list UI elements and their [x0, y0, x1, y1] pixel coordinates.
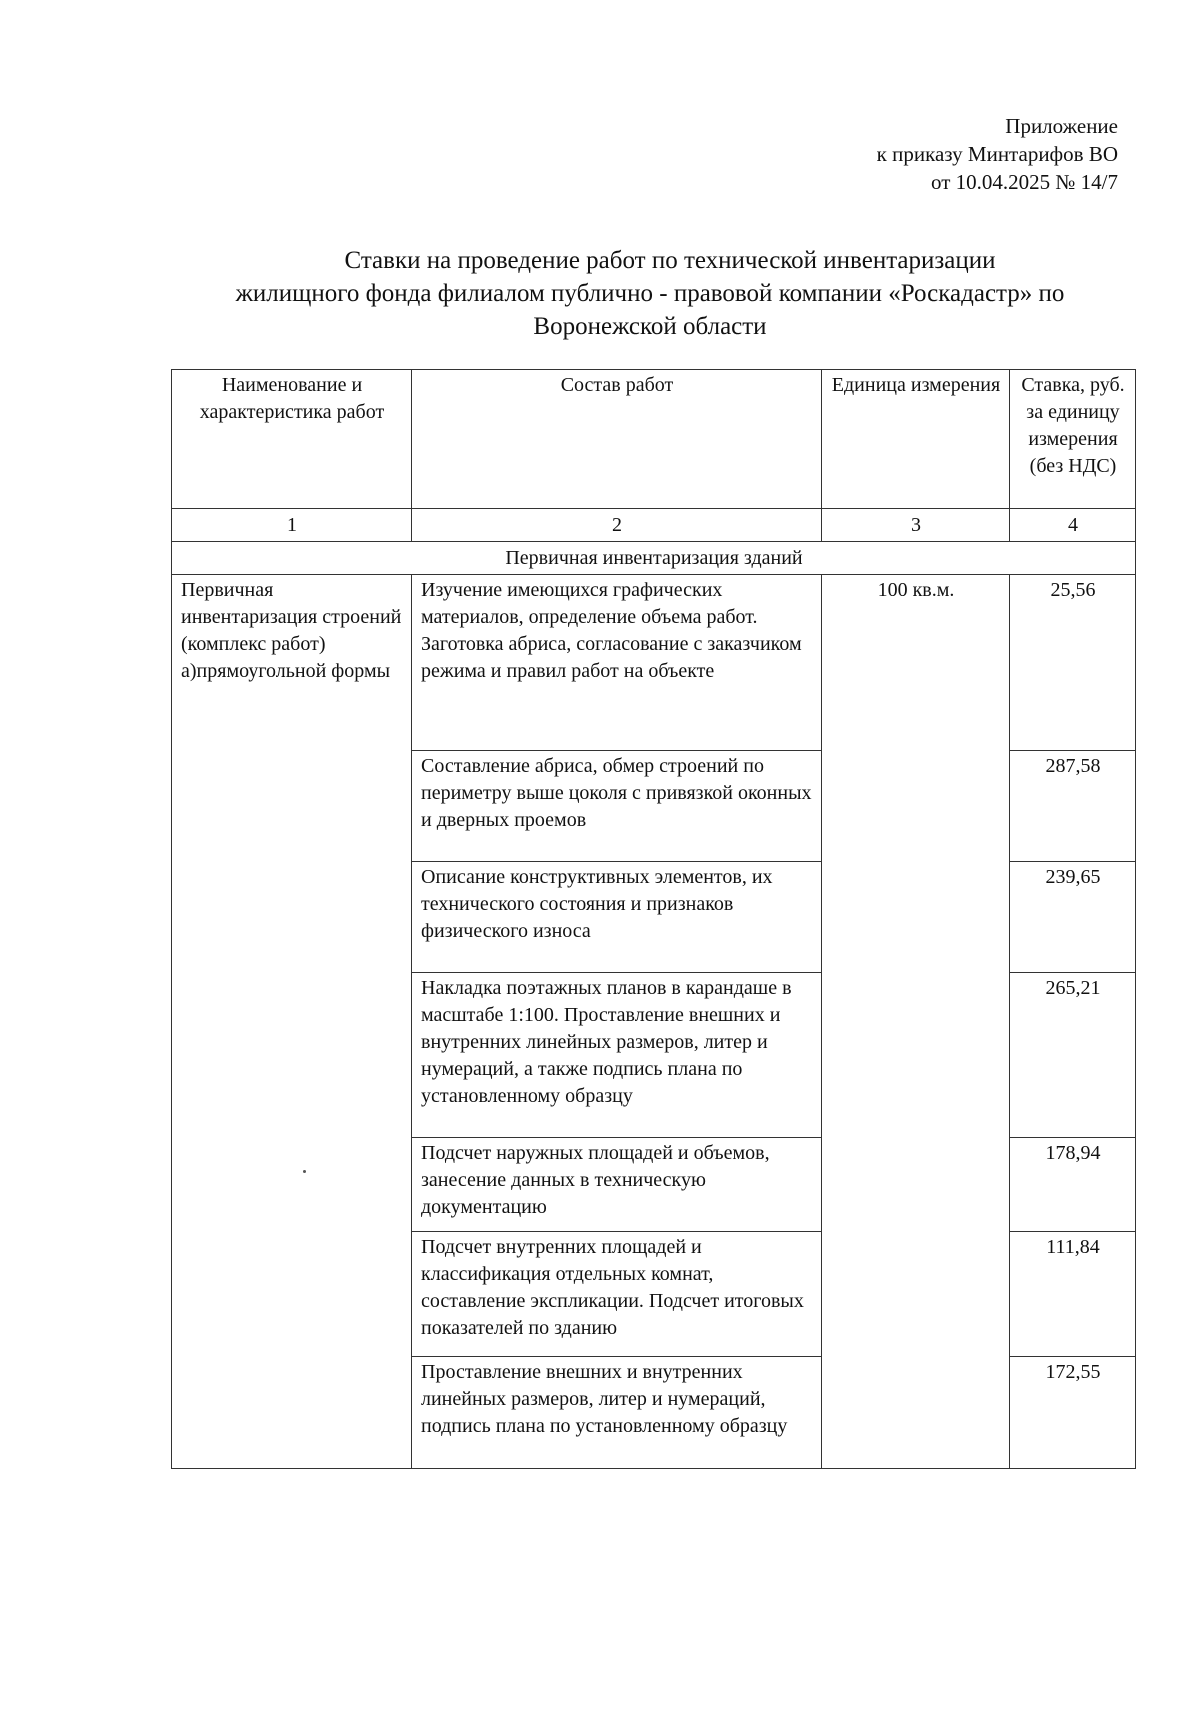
column-number-row [172, 509, 1136, 542]
title-line-3: Воронежской области [533, 313, 767, 340]
work-description: Накладка поэтажных планов в карандаше в масштабе 1:100. Проставление внешних и внутренних линейных размеров, литер и нумераций, а также подпись плана по установленному образцу [412, 973, 822, 1138]
group-name: Первичная инвентаризация строений (комплекс работ) а)прямоугольной формы [172, 575, 412, 1469]
work-description: Изучение имеющихся графических материалов, определение объема работ. Заготовка абриса, согласование с заказчиком режима и правил работ на объекте [412, 575, 822, 751]
column-number: 4 [1010, 509, 1136, 542]
rates-table [171, 369, 1136, 1469]
appendix-block [877, 112, 1118, 196]
work-description: Описание конструктивных элементов, их технического состояния и признаков физического износа [412, 862, 822, 973]
scan-speck [303, 1170, 306, 1173]
title-line-1: Ставки на проведение работ по технической инвентаризации [344, 247, 996, 274]
table-row [172, 575, 1136, 751]
rate-value: 287,58 [1010, 751, 1136, 862]
work-description: Подсчет наружных площадей и объемов, занесение данных в техническую документацию [412, 1138, 822, 1232]
title-line-2: жилищного фонда филиалом публично - правовой компании «Роскадастр» по [235, 280, 1065, 307]
rate-value: 172,55 [1010, 1357, 1136, 1469]
rate-value: 265,21 [1010, 973, 1136, 1138]
section-row [172, 542, 1136, 575]
appendix-label: Приложение [1005, 114, 1118, 138]
document-title [165, 244, 1135, 343]
column-number: 3 [822, 509, 1010, 542]
rate-value: 25,56 [1010, 575, 1136, 751]
header-rate: Ставка, руб. за единицу измерения (без НДС) [1010, 370, 1136, 509]
header-name: Наименование и характеристика работ [172, 370, 412, 509]
unit-cell: 100 кв.м. [822, 575, 1010, 1469]
work-description: Проставление внешних и внутренних линейных размеров, литер и нумераций, подпись плана по установленному образцу [412, 1357, 822, 1469]
header-unit: Единица измерения [822, 370, 1010, 509]
rate-value: 239,65 [1010, 862, 1136, 973]
appendix-date: от 10.04.2025 № 14/7 [930, 170, 1118, 194]
appendix-order: к приказу Минтарифов ВО [876, 142, 1118, 166]
header-row [172, 370, 1136, 509]
rate-value: 111,84 [1010, 1232, 1136, 1357]
work-description: Составление абриса, обмер строений по периметру выше цоколя с привязкой оконных и дверных проемов [412, 751, 822, 862]
section-title: Первичная инвентаризация зданий [172, 542, 1136, 575]
column-number: 1 [172, 509, 412, 542]
work-description: Подсчет внутренних площадей и классификация отдельных комнат, составление экспликации. Подсчет итоговых показателей по зданию [412, 1232, 822, 1357]
column-number: 2 [412, 509, 822, 542]
header-work: Состав работ [412, 370, 822, 509]
rate-value: 178,94 [1010, 1138, 1136, 1232]
